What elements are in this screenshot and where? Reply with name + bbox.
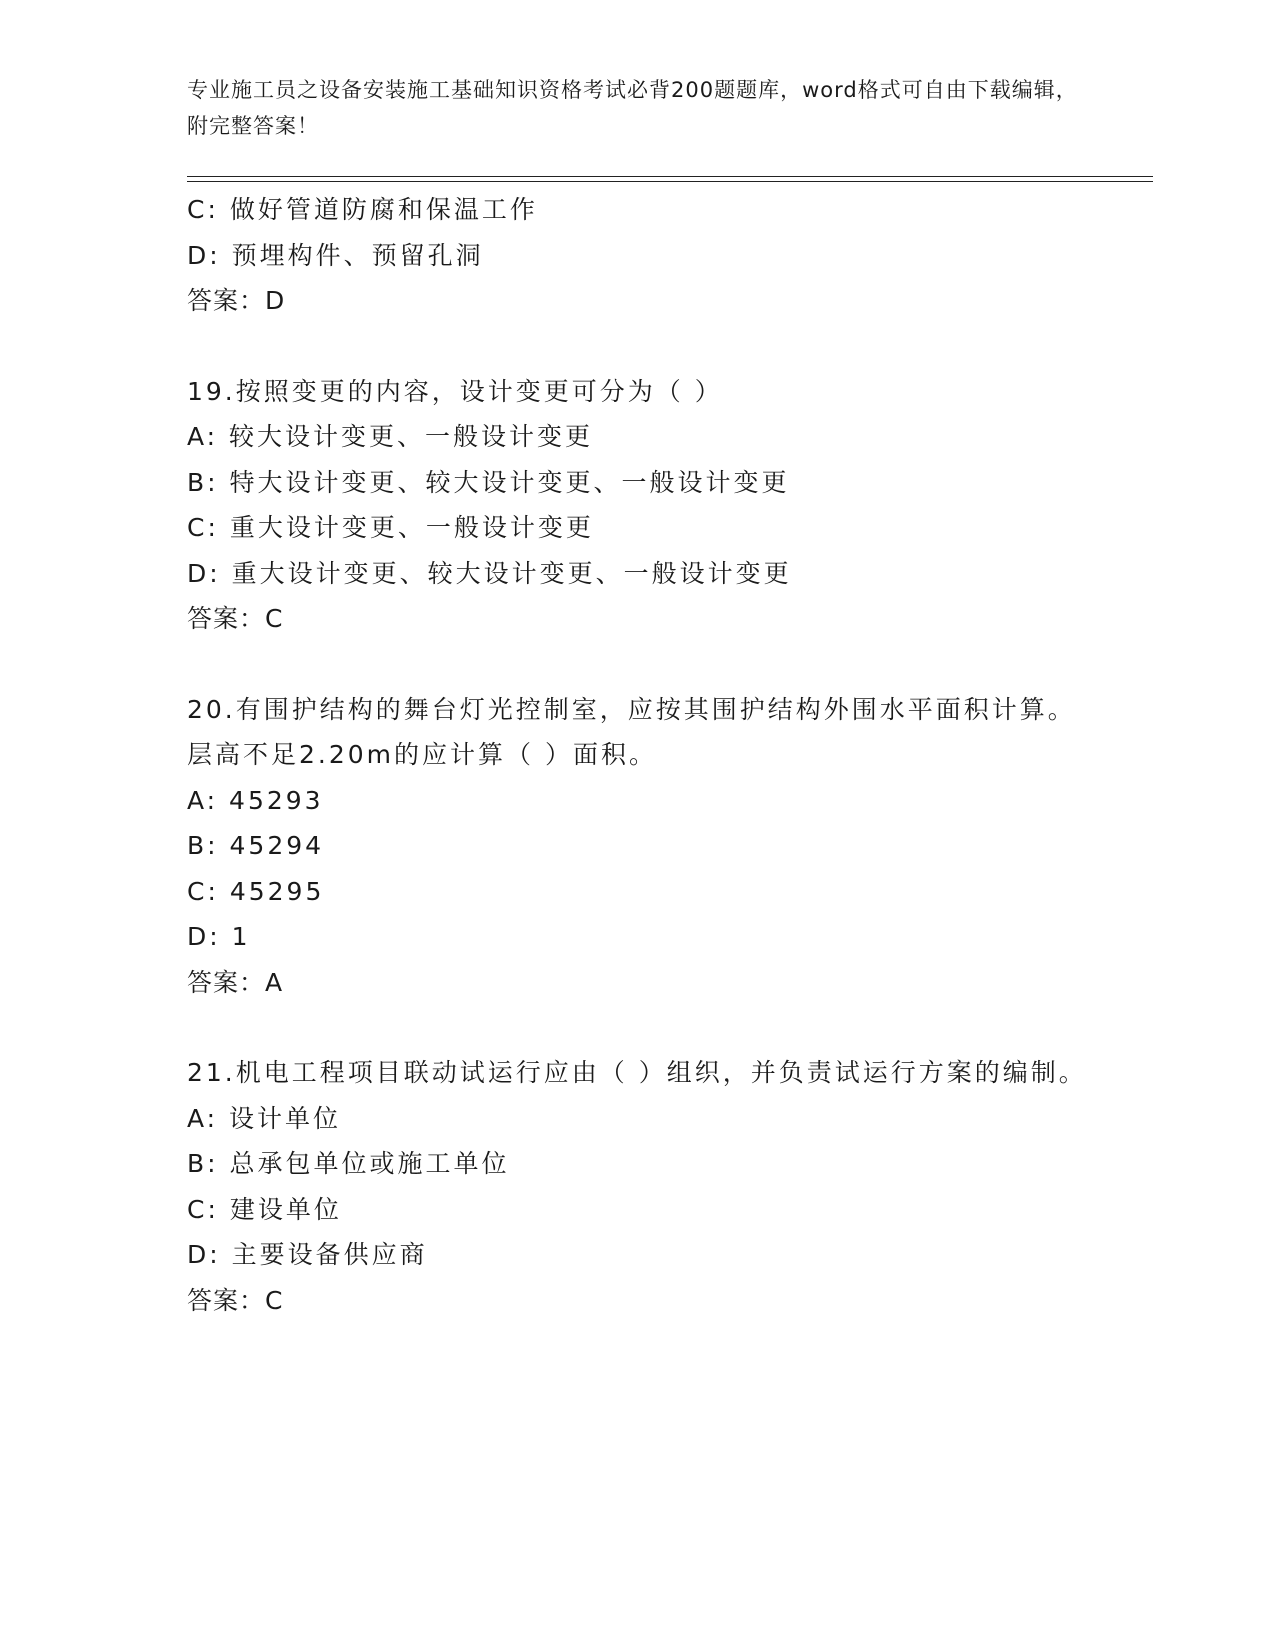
question-list xyxy=(187,187,1087,1323)
option-d: D: 预埋构件、预留孔洞 xyxy=(187,240,484,270)
header-text: 专业施工员之设备安装施工基础知识资格考试必背200题题库，word格式可自由下载编辑，附完整答案！ xyxy=(187,78,1078,138)
option-d: D: 重大设计变更、较大设计变更、一般设计变更 xyxy=(187,558,792,588)
question-19 xyxy=(187,369,1087,642)
answer-line: 答案：D xyxy=(187,286,286,315)
option-c: C: 45295 xyxy=(187,876,325,906)
spacer xyxy=(187,1005,1087,1050)
question-18-continued xyxy=(187,187,1087,324)
question-20 xyxy=(187,687,1087,1006)
spacer xyxy=(187,642,1087,687)
option-c: C: 做好管道防腐和保温工作 xyxy=(187,195,538,224)
header-divider-bottom xyxy=(187,181,1153,182)
option-b: B: 特大设计变更、较大设计变更、一般设计变更 xyxy=(187,467,790,497)
answer-line: 答案：C xyxy=(187,604,284,633)
option-b: B: 总承包单位或施工单位 xyxy=(187,1149,510,1178)
question-text: 21.机电工程项目联动试运行应由（ ）组织，并负责试运行方案的编制。 xyxy=(187,1058,1087,1087)
answer-line: 答案：C xyxy=(187,1285,284,1315)
header-divider-top xyxy=(187,176,1153,177)
option-a: A: 较大设计变更、一般设计变更 xyxy=(187,422,594,451)
option-b: B: 45294 xyxy=(187,831,325,860)
option-d: D: 1 xyxy=(187,922,251,951)
question-text: 19.按照变更的内容，设计变更可分为（ ） xyxy=(187,376,723,406)
spacer xyxy=(187,324,1087,369)
option-d: D: 主要设备供应商 xyxy=(187,1240,428,1269)
question-21 xyxy=(187,1050,1087,1323)
option-a: A: 45293 xyxy=(187,785,324,815)
option-c: C: 重大设计变更、一般设计变更 xyxy=(187,513,594,542)
answer-line: 答案：A xyxy=(187,967,284,997)
option-c: C: 建设单位 xyxy=(187,1194,342,1224)
question-text: 20.有围护结构的舞台灯光控制室，应按其围护结构外围水平面积计算。层高不足2.20m的应计算（ ）面积。 xyxy=(187,694,1076,769)
document-header xyxy=(187,72,1087,144)
option-a: A: 设计单位 xyxy=(187,1103,342,1133)
